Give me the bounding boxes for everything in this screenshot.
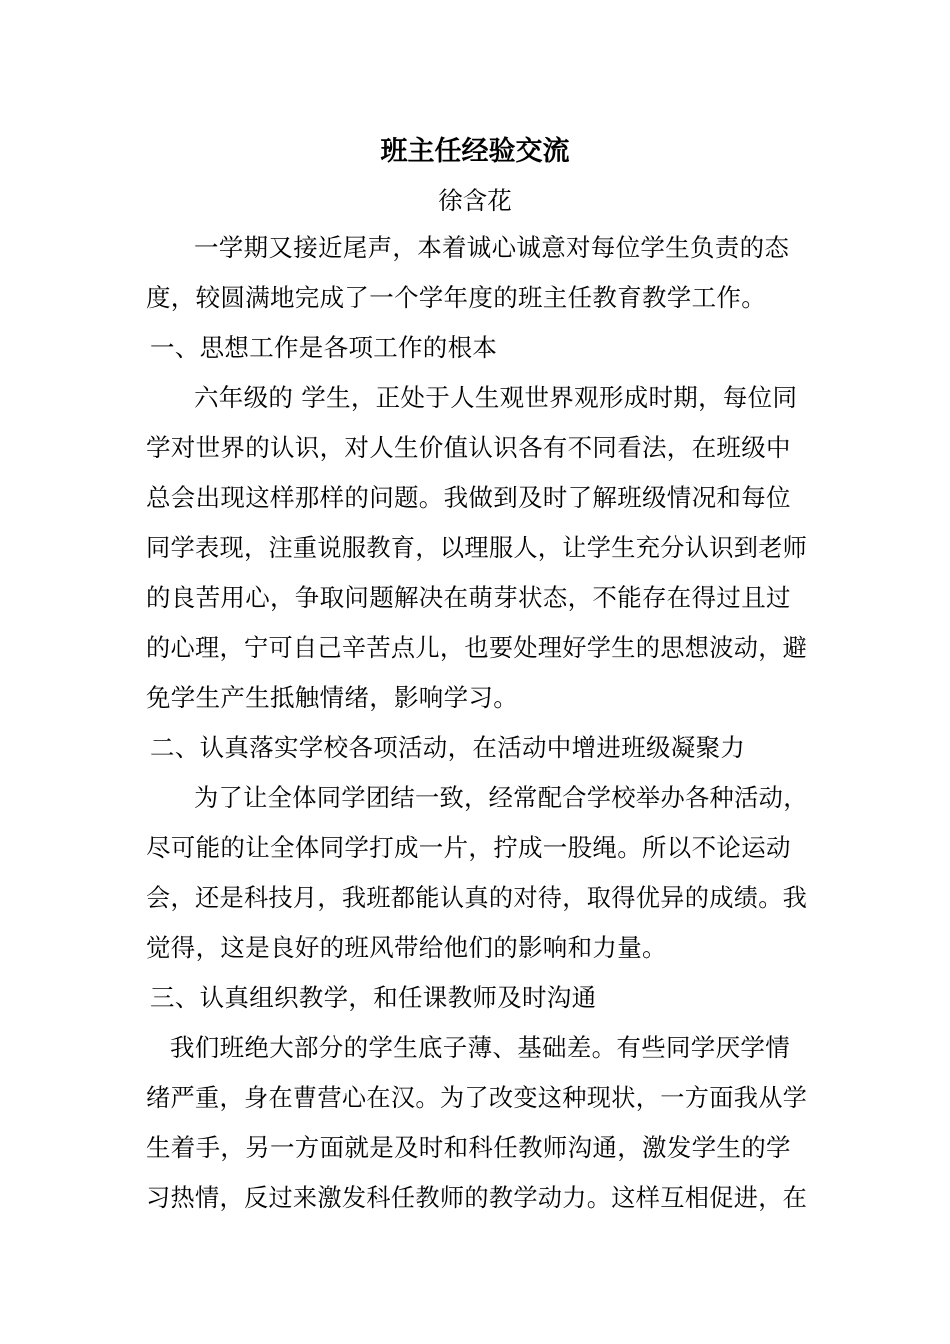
section-heading-2: 二、认真落实学校各项活动，在活动中增进班级凝聚力 — [150, 733, 746, 762]
paragraph-line: 免学生产生抵触情绪，影响学习。 — [146, 683, 518, 712]
author-name: 徐含花 — [438, 186, 512, 215]
paragraph-line: 的良苦用心，争取问题解决在萌芽状态，不能存在得过且过 — [146, 583, 791, 612]
paragraph-line: 觉得，这是良好的班风带给他们的影响和力量。 — [146, 933, 667, 962]
paragraph-line: 会，还是科技月，我班都能认真的对待，取得优异的成绩。我 — [146, 884, 808, 912]
section-heading-1: 一、思想工作是各项工作的根本 — [150, 333, 498, 362]
paragraph-line: 为了让全体同学团结一致，经常配合学校举办各种活动， — [194, 783, 808, 812]
paragraph-line: 度，较圆满地完成了一个学年度的班主任教育教学工作。 — [146, 283, 766, 312]
paragraph-line: 一学期又接近尾声，本着诚心诚意对每位学生负责的态 — [194, 233, 790, 262]
paragraph-line: 六年级的 学生，正处于人生观世界观形成时期，每位同 — [194, 383, 798, 412]
page-title: 班主任经验交流 — [380, 136, 570, 167]
paragraph-line: 尽可能的让全体同学打成一片，拧成一股绳。所以不论运动 — [146, 833, 791, 862]
paragraph-line: 同学表现，注重说服教育，以理服人，让学生充分认识到老师 — [146, 534, 808, 562]
paragraph-line: 生着手，另一方面就是及时和科任教师沟通，激发学生的学 — [146, 1133, 791, 1162]
section-heading-3: 三、认真组织教学，和任课教师及时沟通 — [150, 983, 597, 1012]
paragraph-line: 我们班绝大部分的学生底子薄、基础差。有些同学厌学情 — [170, 1033, 790, 1062]
paragraph-line: 绪严重，身在曹营心在汉。为了改变这种现状，一方面我从学 — [146, 1084, 808, 1112]
paragraph-line: 的心理，宁可自己辛苦点儿，也要处理好学生的思想波动，避 — [146, 634, 808, 662]
paragraph-line: 总会出现这样那样的问题。我做到及时了解班级情况和每位 — [146, 483, 791, 512]
paragraph-line: 学对世界的认识，对人生价值认识各有不同看法，在班级中 — [146, 433, 791, 462]
paragraph-line: 习热情，反过来激发科任教师的教学动力。这样互相促进，在 — [146, 1184, 808, 1212]
